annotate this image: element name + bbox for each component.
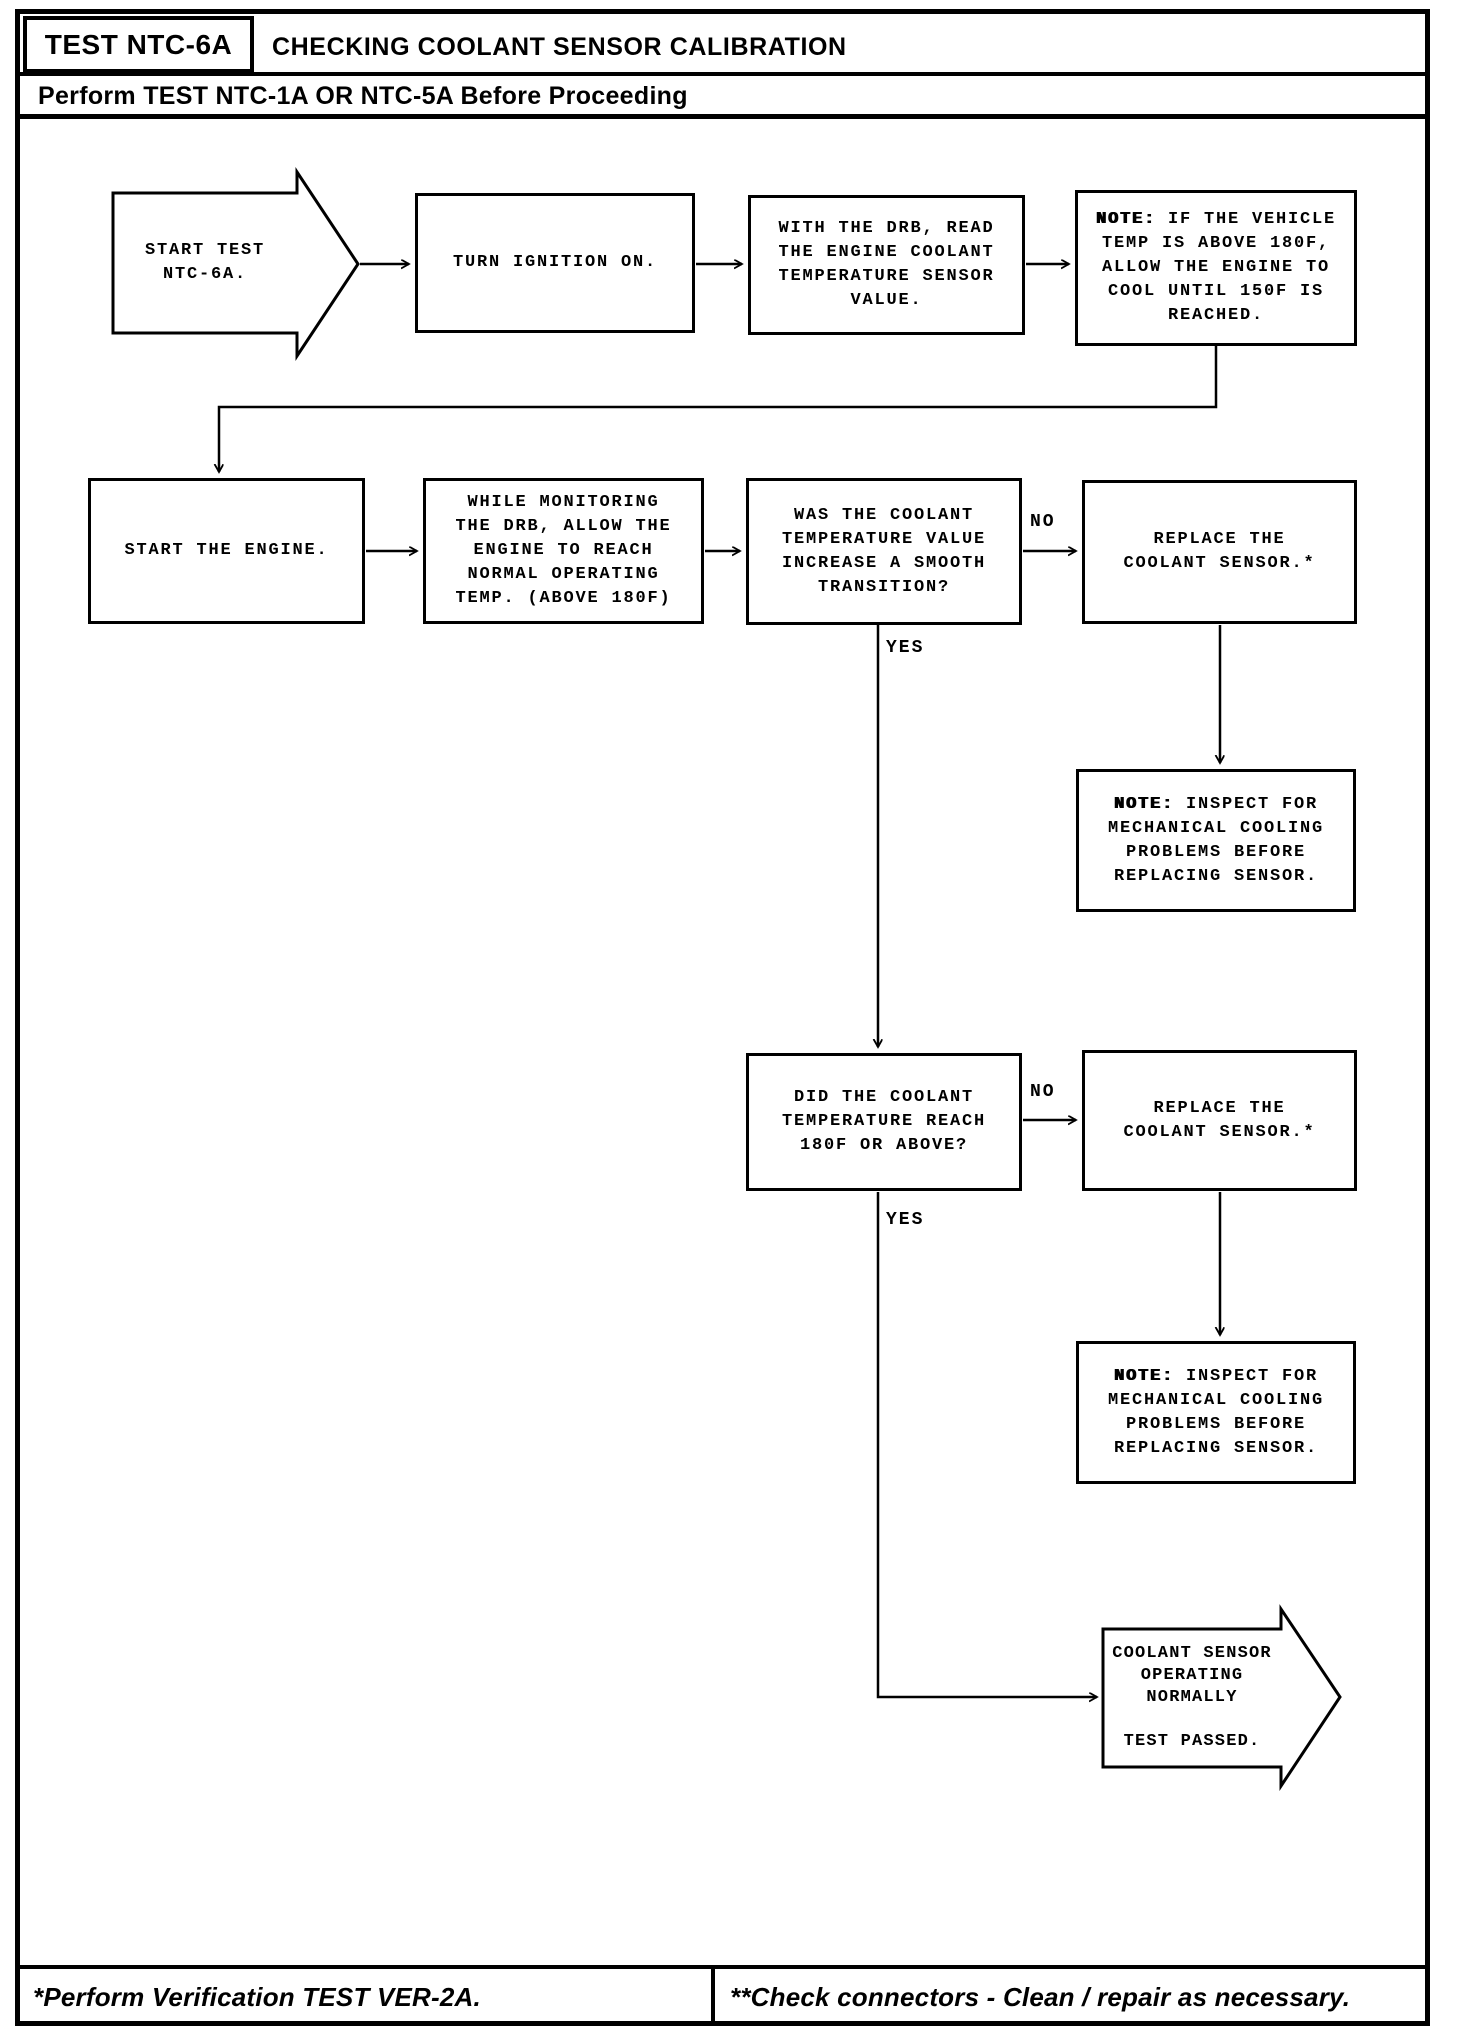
note-label: NOTE:: [1113, 1366, 1174, 1386]
page-subtitle: Perform TEST NTC-1A OR NTC-5A Before Proceeding: [38, 81, 688, 110]
box-line: START THE ENGINE.: [124, 541, 329, 560]
box-line: TEMPERATURE VALUE: [781, 529, 987, 549]
end-flag-line: COOLANT SENSOR: [1112, 1644, 1272, 1663]
label-yes-1: YES: [886, 638, 925, 658]
box-line: REPLACING SENSOR.: [1113, 1438, 1319, 1458]
start-flag-line: NTC-6A.: [162, 265, 247, 284]
box-line: ENGINE TO REACH: [473, 541, 654, 560]
footer-note-right: **Check connectors - Clean / repair as necessary.: [730, 1981, 1351, 2012]
note-label: NOTE:: [1095, 210, 1156, 229]
box-line: MECHANICAL COOLING: [1107, 818, 1325, 838]
box-line: PROBLEMS BEFORE: [1125, 842, 1307, 862]
box-replace-sensor-2: [1082, 1050, 1357, 1191]
box-line: WHILE MONITORING: [467, 493, 660, 512]
page-title: CHECKING COOLANT SENSOR CALIBRATION: [272, 32, 847, 61]
label-no-2: NO: [1030, 1082, 1056, 1102]
box-line: TURN IGNITION ON.: [452, 253, 658, 272]
box-line: REPLACE THE: [1153, 530, 1286, 549]
connector-note-to-start-engine: [219, 346, 1216, 472]
box-line: NORMAL OPERATING: [467, 565, 660, 584]
box-line: [1114, 1365, 1318, 1389]
box-replace-sensor-1: [1082, 480, 1357, 624]
box-line: REPLACING SENSOR.: [1113, 866, 1319, 886]
start-flag-line: START TEST: [144, 241, 266, 260]
box-line: COOLANT SENSOR.*: [1123, 1122, 1316, 1142]
footer-divider: [711, 1965, 715, 2023]
box-line: ALLOW THE ENGINE TO: [1101, 258, 1331, 277]
box-line: REACHED.: [1167, 306, 1264, 325]
test-id: TEST NTC-6A: [44, 28, 233, 60]
box-line: PROBLEMS BEFORE: [1125, 1414, 1307, 1434]
box-line: COOLANT SENSOR.*: [1123, 554, 1316, 573]
note-label: NOTE:: [1113, 794, 1174, 814]
box-line: TEMP IS ABOVE 180F,: [1101, 234, 1331, 253]
box-line: [1096, 208, 1336, 232]
box-line: 180F OR ABOVE?: [799, 1136, 969, 1155]
box-line: TRANSITION?: [817, 577, 951, 597]
box-line: WITH THE DRB, READ: [778, 219, 995, 238]
box-line: [1114, 793, 1318, 817]
end-flag-line: TEST PASSED.: [1123, 1732, 1261, 1751]
box-note-inspect-2: [1076, 1341, 1356, 1484]
box-line: TEMPERATURE REACH: [781, 1112, 987, 1131]
end-flag-line: OPERATING: [1140, 1666, 1244, 1685]
end-flag: [1096, 1629, 1288, 1767]
box-line: DID THE COOLANT: [793, 1088, 975, 1107]
box-note-cool-down: [1075, 190, 1357, 346]
box-line: TEMPERATURE SENSOR: [778, 267, 995, 286]
start-flag: [113, 193, 297, 333]
box-line: THE ENGINE COOLANT: [778, 243, 995, 262]
box-line: THE DRB, ALLOW THE: [455, 517, 672, 536]
footer-rule: [15, 1965, 1430, 1969]
box-question-reach-180: [746, 1053, 1022, 1191]
box-line: COOL UNTIL 150F IS: [1107, 282, 1325, 301]
connector-yes2-to-end: [878, 1192, 1097, 1697]
label-yes-2: YES: [886, 1210, 925, 1230]
end-flag-line: NORMALLY: [1146, 1688, 1238, 1707]
box-read-drb: [748, 195, 1025, 335]
note-line-rest: INSPECT FOR: [1173, 794, 1319, 814]
note-line-rest: IF THE VEHICLE: [1155, 210, 1337, 229]
box-line: TEMP. (ABOVE 180F): [455, 589, 672, 608]
box-turn-ignition: [415, 193, 695, 333]
box-line: MECHANICAL COOLING: [1107, 1390, 1325, 1410]
box-start-engine: [88, 478, 365, 624]
note-line-rest: INSPECT FOR: [1173, 1366, 1319, 1386]
box-monitor-drb: [423, 478, 704, 624]
box-line: VALUE.: [850, 291, 923, 310]
box-note-inspect-1: [1076, 769, 1356, 912]
label-no-1: NO: [1030, 512, 1056, 532]
box-question-smooth-transition: [746, 478, 1022, 625]
box-line: REPLACE THE: [1153, 1098, 1286, 1118]
box-line: INCREASE A SMOOTH: [781, 553, 987, 573]
box-line: WAS THE COOLANT: [793, 505, 975, 525]
footer-note-left: *Perform Verification TEST VER-2A.: [33, 1981, 481, 2012]
